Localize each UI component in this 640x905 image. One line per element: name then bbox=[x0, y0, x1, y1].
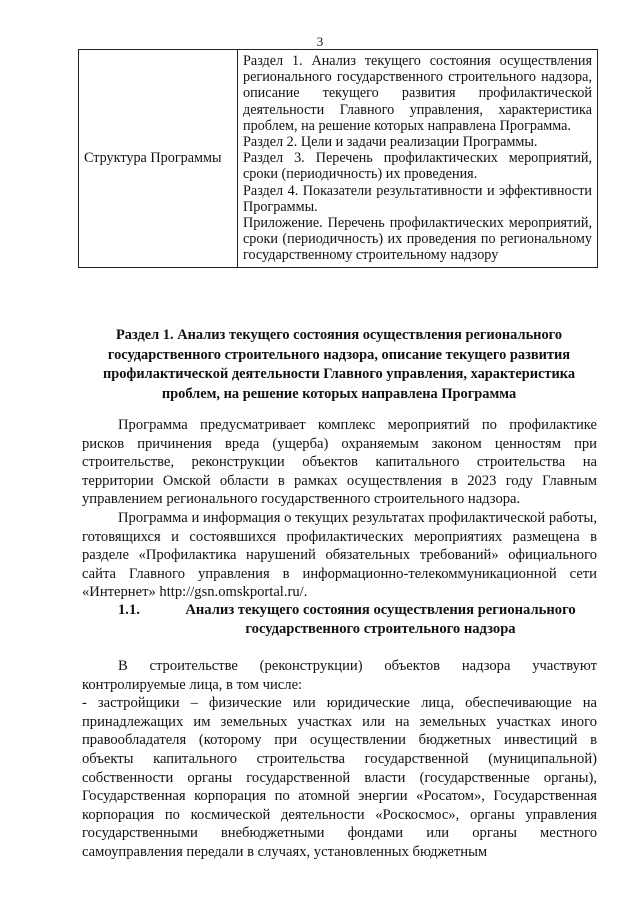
table-content-cell bbox=[238, 50, 598, 268]
structure-item-1: Раздел 1. Анализ текущего состояния осуществления регионального государственного строительного надзора, описание текущего развития профилактической деятельности Главного управления, характеристика проблем, на решение которых направлена Программа. bbox=[243, 53, 592, 134]
paragraph: В строительстве (реконструкции) объектов надзора участвуют контролируемые лица, в том числе: bbox=[82, 658, 597, 693]
subsection-title: Анализ текущего состояния осуществления регионального государственного строительного надзора bbox=[185, 602, 576, 637]
paragraph: Программа и информация о текущих результатах профилактической работы, готовящихся и состоявшихся профилактических мероприятиях размещена в разделе «Профилактика нарушений обязательных требований» официального сайта Главного управления в информационно-телекоммуникационной сети «Интернет» http://gsn.omskportal.ru/. bbox=[82, 509, 597, 601]
subsection-heading bbox=[118, 601, 598, 639]
structure-item-2: Раздел 2. Цели и задачи реализации Программы. bbox=[243, 134, 538, 151]
structure-item-4: Раздел 4. Показатели результативности и эффективности Программы. bbox=[243, 182, 592, 215]
structure-item-3: Раздел 3. Перечень профилактических мероприятий, сроки (периодичность) их проведения. bbox=[243, 150, 592, 183]
section-1-heading: Раздел 1. Анализ текущего состояния осуществления регионального государственного строительного надзора, описание текущего развития профилактической деятельности Главного управления, характеристика проблем, на решение которых направлена Программа bbox=[102, 327, 576, 402]
subsection-number: 1.1. bbox=[118, 602, 140, 618]
list-item: - застройщики – физические или юридические лица, обеспечивающие на принадлежащих им земельных участках или на земельных участках иного правообладателя (которому при осуществлении бюджетных инвестиций в объекты капитального строительства государственной (муниципальной) собственности органы государственной власти (государственные органы), Государственная корпорация по атомной энергии «Росатом», Государственная корпорация по космической деятельности «Роскосмос», органы управления государственными внебюджетными фондами или органы местного самоуправления передали в случаях, установленных бюджетным bbox=[82, 695, 597, 860]
subsection-body bbox=[82, 657, 597, 862]
program-structure-table bbox=[78, 49, 598, 268]
structure-item-appendix: Приложение. Перечень профилактических мероприятий, сроки (периодичность) их проведения по региональному государственному строительному надзору bbox=[243, 215, 592, 264]
paragraph: Программа предусматривает комплекс мероприятий по профилактике рисков причинения вреда (ущерба) охраняемым законом ценностям при строительстве, реконструкции объектов капитального строительства на территории Омской области в рамках осуществления в 2023 году Главным управлением регионального государственного строительного надзора. bbox=[82, 417, 597, 508]
table-row bbox=[79, 50, 598, 268]
table-label-cell: Структура Программы bbox=[79, 50, 238, 268]
page-number: 3 bbox=[316, 34, 324, 49]
section-1-body bbox=[82, 416, 597, 602]
